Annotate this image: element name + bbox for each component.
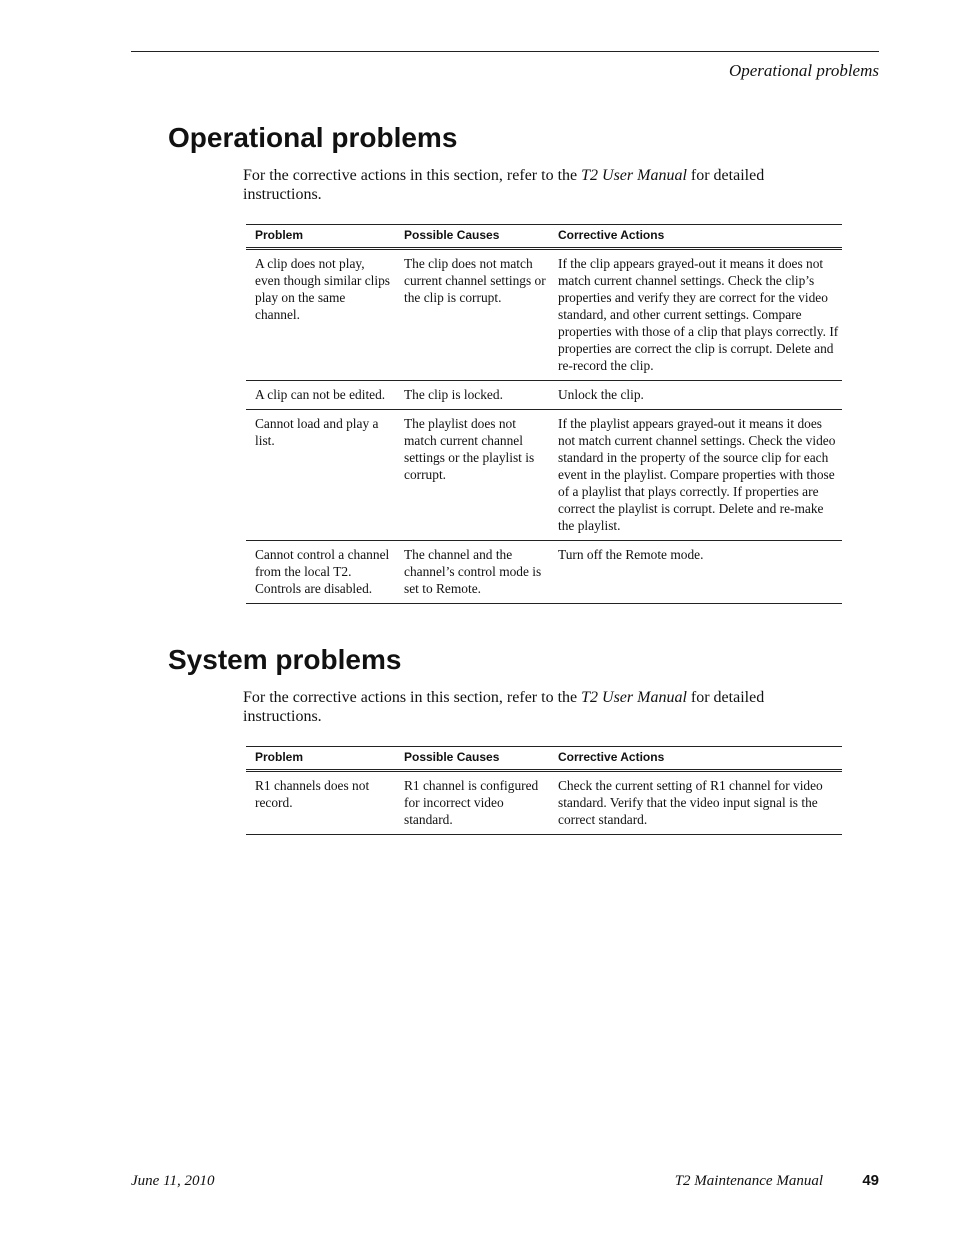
column-header-actions: Corrective Actions (558, 750, 665, 764)
table-row (246, 771, 842, 835)
action-cell: Unlock the clip. (558, 387, 644, 402)
page-number: 49 (862, 1172, 879, 1189)
problem-cell: R1 channels does not record. (255, 778, 370, 810)
column-header-problem: Problem (255, 750, 304, 764)
intro-manual-reference: T2 User Manual (581, 689, 687, 706)
intro-text-prefix: For the corrective actions in this section, refer to the (243, 689, 582, 706)
problem-cell: A clip does not play, even though similar clips play on the same channel. (255, 256, 390, 322)
section-intro-system (243, 688, 843, 726)
footer-date: June 11, 2010 (131, 1173, 215, 1189)
table-header-row (246, 225, 842, 249)
operational-problems-table (246, 224, 842, 604)
intro-text-prefix: For the corrective actions in this section, refer to the (243, 167, 582, 184)
table-row (246, 249, 842, 381)
cause-cell: The channel and the channel’s control mode is set to Remote. (404, 547, 542, 596)
column-header-actions: Corrective Actions (558, 228, 665, 242)
cause-cell: The clip does not match current channel settings or the clip is corrupt. (404, 256, 546, 305)
table-row (246, 381, 842, 410)
cause-cell: The clip is locked. (404, 387, 503, 402)
action-cell: Turn off the Remote mode. (558, 547, 704, 562)
action-cell: Check the current setting of R1 channel for video standard. Verify that the video input signal is the correct standard. (558, 778, 823, 827)
section-heading-system: System problems (168, 644, 402, 675)
column-header-problem: Problem (255, 228, 304, 242)
problem-cell: Cannot load and play a list. (255, 416, 379, 448)
footer-manual-title: T2 Maintenance Manual (674, 1173, 823, 1189)
intro-text-suffix: for detailed instructions. (243, 689, 765, 725)
intro-text-suffix: for detailed instructions. (243, 167, 765, 203)
header-rule (131, 51, 879, 52)
cause-cell: R1 channel is configured for incorrect video standard. (404, 778, 539, 827)
intro-manual-reference: T2 User Manual (581, 167, 687, 184)
problem-cell: A clip can not be edited. (255, 387, 386, 402)
column-header-causes: Possible Causes (404, 228, 500, 242)
table-row (246, 410, 842, 541)
cause-cell: The playlist does not match current channel settings or the playlist is corrupt. (404, 416, 535, 482)
system-problems-table (246, 746, 842, 835)
action-cell: If the clip appears grayed-out it means it does not match current channel settings. Check the clip’s properties and verify they are correct for the video standard, and other current settings. Compare properties with those of a clip that plays correctly. If properties are correct the clip is corrupt. Delete and re-record the clip. (558, 256, 839, 373)
running-header: Operational problems (728, 61, 879, 80)
problem-cell: Cannot control a channel from the local T2. Controls are disabled. (255, 547, 390, 596)
table-header-row (246, 747, 842, 771)
action-cell: If the playlist appears grayed-out it means it does not match current channel settings. Check the video standard in the property of the source clip for each event in the playlist. Compare properties with those of a playlist that plays correctly. If properties are correct the playlist is corrupt. Delete and re-make the playlist. (558, 416, 836, 533)
section-heading-operational: Operational problems (168, 122, 458, 153)
table-row (246, 541, 842, 604)
column-header-causes: Possible Causes (404, 750, 500, 764)
section-intro-operational (243, 166, 843, 204)
